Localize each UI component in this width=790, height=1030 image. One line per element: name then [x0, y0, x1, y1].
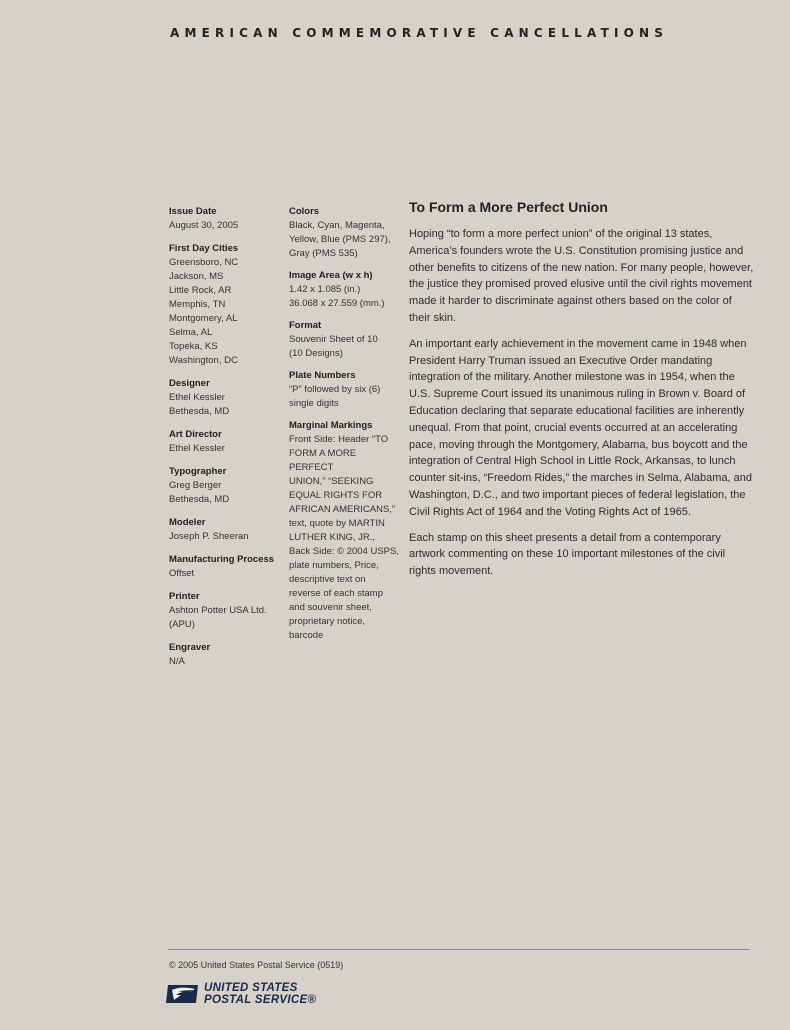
spec-value: FORM A MORE PERFECT — [289, 448, 357, 473]
spec-title: Format — [289, 320, 322, 331]
spec-value: Offset — [169, 568, 195, 579]
spec-title: Art Director — [169, 429, 222, 440]
page-header: AMERICAN COMMEMORATIVE CANCELLATIONS — [170, 26, 669, 40]
spec-title: Plate Numbers — [289, 370, 356, 381]
specs-left-column — [169, 205, 279, 678]
spec-title: Printer — [169, 591, 200, 602]
usps-logo — [166, 981, 316, 1009]
spec-value: 1.42 x 1.085 (in.) — [289, 284, 361, 295]
spec-value: Front Side: Header “TO — [289, 434, 389, 445]
spec-title: First Day Cities — [169, 243, 239, 254]
article-title: To Form a More Perfect Union — [409, 199, 608, 215]
spec-value: Ethel Kessler — [169, 443, 225, 454]
logo-line-1: UNITED STATES — [204, 982, 298, 994]
spec-title: Modeler — [169, 517, 206, 528]
spec-value: barcode — [289, 630, 324, 641]
spec-block — [289, 319, 401, 361]
spec-block — [289, 205, 401, 261]
spec-value: Ethel Kessler — [169, 392, 225, 403]
spec-block — [169, 516, 279, 544]
spec-title: Image Area (w x h) — [289, 270, 373, 281]
spec-value: descriptive text on — [289, 574, 366, 585]
spec-value: Yellow, Blue (PMS 297), — [289, 234, 391, 245]
spec-value: Joseph P. Sheeran — [169, 531, 249, 542]
spec-block — [169, 465, 279, 507]
spec-value: Topeka, KS — [169, 341, 218, 352]
spec-title: Manufacturing Process — [169, 554, 275, 565]
spec-title: Engraver — [169, 642, 211, 653]
spec-value: and souvenir sheet, — [289, 602, 372, 613]
spec-value: August 30, 2005 — [169, 220, 239, 231]
footer-divider — [168, 949, 750, 950]
spec-value: Souvenir Sheet of 10 — [289, 334, 378, 345]
article-paragraph: An important early achievement in the movement came in 1948 when President Harry Truman issued an Executive Order mandating integration of the military. Another milestone was in 1954, when the U.S. Supreme Court issued its unanimous ruling in Brown v. Board of Education declaring that separate educational facilities are inherently unequal. From that point, crucial events occurred at an accelerating pace, moving through the Montgomery, Alabama, bus boycott and the integration of Central High School in Little Rock, Arkansas, to lunch counter sit-ins, “Freedom Rides,” the marches in Selma, Alabama, and Washington, D.C., and two important pieces of federal legislation, the Civil Rights Act of 1964 and the Voting Rights Act of 1965. — [409, 337, 752, 518]
spec-value: LUTHER KING, JR., — [289, 532, 376, 543]
spec-block — [289, 269, 401, 311]
spec-value: UNION,” “SEEKING — [289, 476, 374, 487]
spec-value: reverse of each stamp — [289, 588, 383, 599]
spec-value: Gray (PMS 535) — [289, 248, 358, 259]
spec-title: Colors — [289, 206, 320, 217]
spec-block — [289, 369, 401, 411]
article-paragraph: Hoping “to form a more perfect union” of the original 13 states, America’s founders wrote the U.S. Constitution promising justice and other benefits to citizens of the new nation. For many people, however, the justice they promised proved elusive until the civil rights movement made it harder to discriminate against others based on the color of their skin. — [409, 228, 754, 324]
spec-value: plate numbers, Price, — [289, 560, 379, 571]
spec-title: Designer — [169, 378, 210, 389]
spec-title: Issue Date — [169, 206, 217, 217]
spec-block — [169, 242, 279, 368]
spec-title: Marginal Markings — [289, 420, 373, 431]
spec-value: (10 Designs) — [289, 348, 343, 359]
spec-block — [169, 553, 279, 581]
spec-value: EQUAL RIGHTS FOR — [289, 490, 383, 501]
spec-block — [169, 205, 279, 233]
spec-value: Black, Cyan, Magenta, — [289, 220, 385, 231]
copyright: © 2005 United States Postal Service (0519) — [169, 960, 344, 970]
spec-value: Ashton Potter USA Ltd. — [169, 605, 267, 616]
spec-block — [169, 377, 279, 419]
spec-value: Greensboro, NC — [169, 257, 239, 268]
spec-value: Selma, AL — [169, 327, 213, 338]
spec-value: 36.068 x 27.559 (mm.) — [289, 298, 385, 309]
spec-value: N/A — [169, 656, 185, 667]
spec-value: Back Side: © 2004 USPS, — [289, 546, 399, 557]
spec-value: Jackson, MS — [169, 271, 224, 282]
spec-block — [169, 590, 279, 632]
spec-title: Typographer — [169, 466, 227, 477]
spec-value: single digits — [289, 398, 339, 409]
spec-block — [169, 428, 279, 456]
spec-value: Bethesda, MD — [169, 494, 230, 505]
spec-value: Greg Berger — [169, 480, 222, 491]
spec-block — [289, 419, 401, 643]
spec-value: text, quote by MARTIN — [289, 518, 385, 529]
article — [409, 199, 754, 589]
spec-value: Montgomery, AL — [169, 313, 238, 324]
specs-right-column — [289, 205, 401, 651]
spec-value: Memphis, TN — [169, 299, 226, 310]
spec-value: Bethesda, MD — [169, 406, 230, 417]
eagle-icon — [166, 981, 200, 1006]
spec-block — [169, 641, 279, 669]
spec-value: (APU) — [169, 619, 195, 630]
spec-value: “P” followed by six (6) — [289, 384, 381, 395]
spec-value: AFRICAN AMERICANS,” — [289, 504, 396, 515]
spec-value: proprietary notice, — [289, 616, 366, 627]
spec-value: Little Rock, AR — [169, 285, 232, 296]
article-paragraph: Each stamp on this sheet presents a detail from a contemporary artwork commenting on these 10 important milestones of the civil rights movement. — [409, 531, 726, 578]
spec-value: Washington, DC — [169, 355, 238, 366]
logo-line-2: POSTAL SERVICE® — [204, 994, 317, 1006]
